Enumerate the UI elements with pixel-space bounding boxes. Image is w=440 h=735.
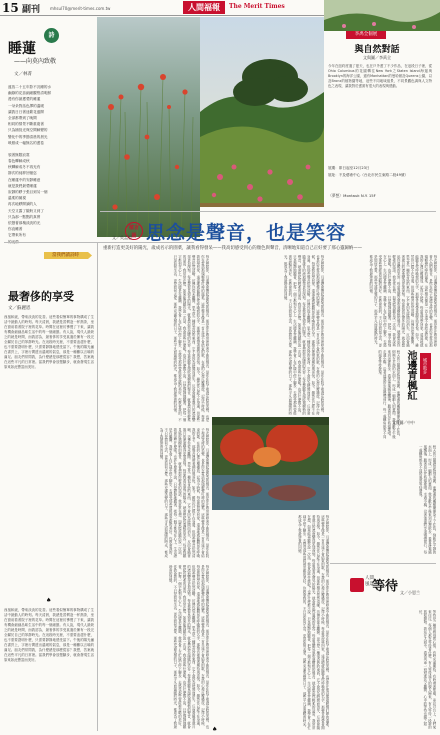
- essay-title: 最奢侈的享受: [8, 290, 74, 303]
- maple-tag: 城市散步: [420, 353, 431, 379]
- poem-line: 在睡蓮中的安靜睡意: [8, 177, 41, 182]
- main-kicker: 重新打造更美好的陽光，歲成名示的園菜，讓我看得發呆——我高切感受到心的顏色與聲音，清晰地知道自己正好要了那心靈歸納——: [103, 246, 363, 251]
- maple-body: 秋天的公園總是特別美麗，池塘邊的楓樹漸漸染上了紅色，倒映在平靜的水面上，形成一幅動人的畫面。我喜歡在午後來到這裡散步，看著落葉隨風飄落，聽著鳥兒在枝頭歌唱。走過小橋，沿著池邊的步道慢慢前行，每一處轉角都有不同的風景等待發現。: [377, 350, 400, 439]
- exhibition-dates: 展期：即日起至12月23日: [328, 166, 370, 170]
- newspaper-logo: 人間福報: [183, 1, 225, 14]
- divider: [330, 563, 436, 564]
- poem-line: 讓我日日著迷繁花盛開: [8, 109, 44, 114]
- poem-line: 春色轉瞬成秋: [8, 159, 30, 164]
- main-author: 文／吳孟恩: [112, 235, 132, 240]
- main-body-block-3: 每次想起你，耳邊總會響起那熟悉的聲音。那是你在廚房裡哼著小曲的聲音，是你在院子裡澆花時的笑聲，也是你在電話那頭輕聲叮嚀的溫柔。這些聲音像是一首永遠不會結束的歌，在我的心裡反覆播放。記得小時候，每當我放學回家，遠遠地就能聽見你呼喚我的名字，那聲音裡帶著期待與喜悅。如今，雖然你已經不在身邊，但那些聲音依然清晰，彷彿你從未離開。思念是一種很奇妙的東西，它不會因為時間而消失，反而會隨著歲月的流逝變得更加深刻。每當我看見窗外的陽光，就會想起你溫暖的笑容；每當我聽見風吹過樹梢的聲音，就會想起你輕柔的話語。我常常在想，如果能再聽你說一次話，我會說些什麼呢？也許什麼都不說，只是靜靜地聽著，把每一個字都刻在心上。生活總是在繼續，我學會了在忙碌中停下腳步，去感受那些曾經被忽略的美好。你教會我的，不只是如何生活，更是如何去愛。那些充滿笑聲的日子，那些平凡而溫暖的時光，都成為了我最珍貴的回憶。: [368, 255, 437, 347]
- exhibition-tag: 李禹全個展: [346, 31, 386, 39]
- maple-body-cont: 秋天的公園總是特別美麗，池塘邊的楓樹漸漸染上了紅色，倒映在平靜的水面上，形成一幅動人的畫面。我喜歡在午後來到這裡散步，看著落葉隨風飄落，聽著鳥兒在枝頭歌唱。走過小橋，沿著池邊的步道慢慢前行，每一處轉角都有不同的風景等待發現。: [418, 445, 436, 554]
- poem-line: 你直睡著: [8, 227, 23, 232]
- exhibition-author: 文與圖／李禹全: [363, 55, 391, 60]
- column-badge-label: 植言 語: [128, 225, 139, 239]
- poem-line: 盛放二十五年影不沉睡的水: [8, 85, 52, 89]
- waiting-title: 等待: [372, 579, 399, 594]
- poem-line: 靜次的純粹回憶恣: [8, 171, 37, 176]
- scene-tag: 人間風景: [365, 576, 374, 587]
- poem-line: 幽綠的花蕊細細觀察清明鮮: [8, 91, 52, 96]
- poem-author: 文／林菁: [14, 72, 32, 77]
- exhibition-title: 與自然對話: [354, 45, 400, 55]
- maple-title: 池邊青楓紅: [405, 350, 416, 400]
- poppy-field-photo: [97, 17, 200, 237]
- poem-line: 映照成一幅無名的畫卷: [8, 140, 44, 145]
- main-body-block-4: 每次想起你，耳邊總會響起那熟悉的聲音。那是你在廚房裡哼著小曲的聲音，是你在院子裡澆花時的笑聲，也是你在電話那頭輕聲叮嚀的溫柔。這些聲音像是一首永遠不會結束的歌，在我的心裡反覆播放。記得小時候，每當我放學回家，遠遠地就能聽見你呼喚我的名字，那聲音裡帶著期待與喜悅。如今，雖然你已經不在身邊，但那些聲音依然清晰，彷彿你從未離開。思念是一種很奇妙的東西，它不會因為時間而消失，反而會隨著歲月的流逝變得更加深刻。每當我看見窗外的陽光，就會想起你溫暖的笑容；每當我聽見風吹過樹梢的聲音，就會想起你輕柔的話語。我常常在想，如果能再聽你說一次話，我會說些什麼呢？也許什麼都不說，只是靜靜地聽著，把每一個字都刻在心上。生活總是在繼續，我學會了在忙碌中停下腳步，去感受那些曾經被忽略的美好。你教會我的，不只是如何生活，更是如何去愛。那些充滿笑聲的日子，那些平凡而溫暖的時光，都成為了我最珍貴的回憶。: [159, 428, 209, 558]
- poem-title: 睡蓮: [8, 41, 36, 57]
- section-name: 副刊: [22, 5, 41, 15]
- maple-author: 文與圖／中中: [392, 420, 415, 425]
- poem-line: 依戀著那塊淡淡的光: [8, 220, 41, 225]
- poem-line: 再次地睜開讀的人: [8, 202, 37, 207]
- page-number: 15: [2, 1, 19, 15]
- poetry-badge: 詩: [44, 28, 59, 43]
- maple-pond-photo: [212, 417, 329, 510]
- scene-tag-icon: [350, 578, 364, 592]
- poem-body: [8, 84, 88, 245]
- main-body-block-2: 每次想起你，耳邊總會響起那熟悉的聲音。那是你在廚房裡哼著小曲的聲音，是你在院子裡澆花時的笑聲，也是你在電話那頭輕聲叮嚀的溫柔。這些聲音像是一首永遠不會結束的歌，在我的心裡反覆播放。記得小時候，每當我放學回家，遠遠地就能聽見你呼喚我的名字，那聲音裡帶著期待與喜悅。如今，雖然你已經不在身邊，但那些聲音依然清晰，彷彿你從未離開。思念是一種很奇妙的東西，它不會因為時間而消失，反而會隨著歲月的流逝變得更加深刻。每當我看見窗外的陽光，就會想起你溫暖的笑容；每當我聽見風吹過樹梢的聲音，就會想起你輕柔的話語。我常常在想，如果能再聽你說一次話，我會說些什麼呢？也許什麼都不說，只是靜靜地聽著，把每一個字都刻在心上。生活總是在繼續，我學會了在忙碌中停下腳步，去感受那些曾經被忽略的美好。你教會我的，不只是如何生活，更是如何去愛。那些充滿笑聲的日子，那些平凡而溫暖的時光，都成為了我最珍貴的回憶。: [283, 255, 324, 415]
- exhibition-body: 今年在紐約度過了夏天，也在戶外畫了不少作品，在這段日子裡，從Ohio Columbus的花園轉往New York之Staten Island海邊與Brooklyn的海洋公園，還有Manhattan的曼哈頓及Queens公園，以及Bronx的植物園等地，這些不同地域風景，不同景觀色調與人文特色之表現，讓我對於畫面有很大的表現與感動。: [328, 64, 432, 88]
- poem-line: 變化中的季節清晨的晨光: [8, 134, 48, 139]
- poem-line: 只為那一點點的真實: [8, 214, 41, 219]
- poem-line: 相同的情景不斷重複著: [8, 122, 44, 127]
- painting-caption: 〈夢想〉Montauk N.Y. 15F: [328, 193, 376, 198]
- essay-body-cont: 西風和緩，帶來淡淡的花香。這些看似簡單的事物構成了生活中最動人的時刻。每天清晨，我總是習慣泡一杯熱茶，坐在窗前看著院子裡的花草。時間在這裡彷彿慢了下來，讓我有機會細細品味生活中的每一個細節。有人說，現代人最缺乏的就是時間，而我認為，最奢侈的享受莫過於擁有一段完全屬於自己的寧靜時光。在這段時光裡，不需要追趕什麼，也不需要證明什麼，只需要靜靜地感受當下。午後的陽光灑在書頁上，字裡行間透出溫暖的氣息，那是一種難以言喻的滿足。朋友們常問我，為什麼總是那麼從容？我想，答案就在這些平凡的日常裡。當我們學會放慢腳步，就會發現生活原來如此豐富而美好。: [4, 608, 94, 662]
- waiting-body: 等待是一種很特別的心情，有時充滿期待，有時帶著焦慮。車站月台上，人們來來往往，每個人都在等待著什麼。有人等待遠方的親人歸來，有人等待一段新的旅程開始。我站在人群中，看著列車一班班進站又離開，心中的等待也隨之起伏。: [418, 610, 436, 729]
- landscape-painting: [200, 17, 324, 207]
- column-rule: [97, 243, 98, 731]
- poem-line: 溫柔的凝視: [8, 196, 26, 201]
- essay-author: 文／蘇麗恩: [8, 306, 31, 311]
- essay-body: 西風和緩，帶來淡淡的花香。這些看似簡單的事物構成了生活中最動人的時刻。每天清晨，我總是習慣泡一杯熱茶，坐在窗前看著院子裡的花草。時間在這裡彷彿慢了下來，讓我有機會細細品味生活中的每一個細節。有人說，現代人最缺乏的就是時間，而我認為，最奢侈的享受莫過於擁有一段完全屬於自己的寧靜時光。在這段時光裡，不需要追趕什麼，也不需要證明什麼，只需要靜靜地感受當下。午後的陽光灑在書頁上，字裡行間透出溫暖的氣息，那是一種難以言喻的滿足。朋友們常問我，為什麼總是那麼從容？我想，答案就在這些平凡的日常裡。當我們學會放慢腳步，就會發現生活原來如此豐富而美好。: [4, 315, 94, 369]
- painting-top-right: [324, 0, 440, 31]
- poem-line: 寂靜的睜子張目到另一個: [8, 190, 48, 194]
- poem-line: 秋轉瞬成冬不再光有: [8, 165, 41, 170]
- poem-line: 天空又露了臉般又到了: [8, 208, 44, 213]
- poem-subtitle: ——向莫內致敬: [14, 58, 57, 65]
- contact-url[interactable]: mhsul70@merit-times.com.tw: [50, 6, 111, 11]
- poem-line: 就是我們最愛睡蓮: [8, 183, 37, 188]
- main-body-block-5: 每次想起你，耳邊總會響起那熟悉的聲音。那是你在廚房裡哼著小曲的聲音，是你在院子裡澆花時的笑聲，也是你在電話那頭輕聲叮嚀的溫柔。這些聲音像是一首永遠不會結束的歌，在我的心裡反覆播放。記得小時候，每當我放學回家，遠遠地就能聽見你呼喚我的名字，那聲音裡帶著期待與喜悅。如今，雖然你已經不在身邊，但那些聲音依然清晰，彷彿你從未離開。思念是一種很奇妙的東西，它不會因為時間而消失，反而會隨著歲月的流逝變得更加深刻。每當我看見窗外的陽光，就會想起你溫暖的笑容；每當我聽見風吹過樹梢的聲音，就會想起你輕柔的話語。我常常在想，如果能再聽你說一次話，我會說些什麼呢？也許什麼都不說，只是靜靜地聽著，把每一個字都刻在心上。生活總是在繼續，我學會了在忙碌中停下腳步，去感受那些曾經被忽略的美好。你教會我的，不只是如何生活，更是如何去愛。那些充滿笑聲的日子，那些平凡而溫暖的時光，都成為了我最珍貴的回憶。: [168, 565, 209, 729]
- poem-line: 一朵朵對話色澤的溫暖: [8, 103, 44, 108]
- poem-line: 領著無限寂寞: [8, 152, 30, 157]
- newspaper-logo-en: The Merit Times: [229, 3, 285, 10]
- main-title: 思念是聲音，也是笑容: [146, 222, 347, 244]
- main-body-block-1: 每次想起你，耳邊總會響起那熟悉的聲音。那是你在廚房裡哼著小曲的聲音，是你在院子裡澆花時的笑聲，也是你在電話那頭輕聲叮嚀的溫柔。這些聲音像是一首永遠不會結束的歌，在我的心裡反覆播放。記得小時候，每當我放學回家，遠遠地就能聽見你呼喚我的名字，那聲音裡帶著期待與喜悅。如今，雖然你已經不在身邊，但那些聲音依然清晰，彷彿你從未離開。思念是一種很奇妙的東西，它不會因為時間而消失，反而會隨著歲月的流逝變得更加深刻。每當我看見窗外的陽光，就會想起你溫暖的笑容；每當我聽見風吹過樹梢的聲音，就會想起你輕柔的話語。我常常在想，如果能再聽你說一次話，我會說些什麼呢？也許什麼都不說，只是靜靜地聽著，把每一個字都刻在心上。生活總是在繼續，我學會了在忙碌中停下腳步，去感受那些曾經被忽略的美好。你教會我的，不只是如何生活，更是如何去愛。那些充滿笑聲的日子，那些平凡而溫暖的時光，都成為了我最珍貴的回憶。: [172, 255, 209, 422]
- divider: [100, 211, 436, 212]
- main-body-block-6: 每次想起你，耳邊總會響起那熟悉的聲音。那是你在廚房裡哼著小曲的聲音，是你在院子裡澆花時的笑聲，也是你在電話那頭輕聲叮嚀的溫柔。這些聲音像是一首永遠不會結束的歌，在我的心裡反覆播放。記得小時候，每當我放學回家，遠遠地就能聽見你呼喚我的名字，那聲音裡帶著期待與喜悅。如今，雖然你已經不在身邊，但那些聲音依然清晰，彷彿你從未離開。思念是一種很奇妙的東西，它不會因為時間而消失，反而會隨著歲月的流逝變得更加深刻。每當我看見窗外的陽光，就會想起你溫暖的笑容；每當我聽見風吹過樹梢的聲音，就會想起你輕柔的話語。我常常在想，如果能再聽你說一次話，我會說些什麼呢？也許什麼都不說，只是靜靜地聽著，把每一個字都刻在心上。生活總是在繼續，我學會了在忙碌中停下腳步，去感受那些曾經被忽略的美好。你教會我的，不只是如何生活，更是如何去愛。那些充滿笑聲的日子，那些平凡而溫暖的時光，都成為了我最珍貴的回憶。: [297, 515, 329, 730]
- exhibition-venue: 展址：不及藝術中心（台北市民生東路二段49號）: [328, 173, 409, 177]
- poem-line: 它帶來所有: [8, 233, 26, 238]
- poem-line: 全部都帶到了晚間: [8, 115, 37, 120]
- ribbon-label: 當我們讀詩時: [52, 253, 79, 258]
- end-mark-icon: ♠: [46, 597, 52, 604]
- waiting-author: 文／小恩兰: [400, 590, 420, 595]
- end-mark-icon: ♠: [212, 726, 218, 733]
- poem-line: 只為捕捉光與空間瞬變的: [8, 128, 48, 133]
- poem-line: 漫有你最獲愛的睡蓮: [8, 97, 41, 102]
